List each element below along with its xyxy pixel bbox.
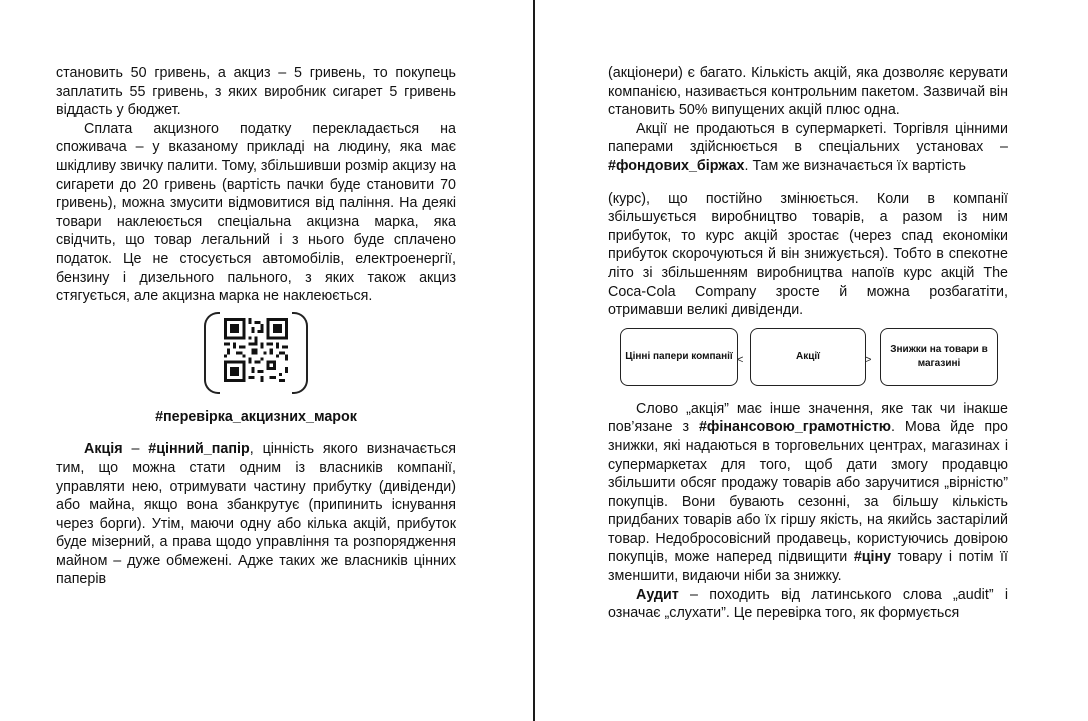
right-page [608, 64, 1008, 623]
paragraph-text: – походить від латинського слова „audit” і означає „слухати”. Це перевірка того, як формується [608, 586, 1008, 622]
hashtag-fondovykh-birzhakh: #фондових_біржах [608, 157, 745, 174]
paragraph-text: товару і потім її зменшити, видаючи ніби за знижку. [608, 549, 1008, 585]
paragraph-text: . Там же визначається їх вартість [744, 157, 966, 174]
left-paragraph-1: становить 50 гривень, а акциз – 5 гривень, то покупець заплатить 55 гривень, з яких виробник сигарет 5 гривень віддасть у бюджет. [56, 65, 456, 119]
paragraph-text: , цінність якого визначається тим, що можна стати одним із власників компанії, управляти нею, отримувати частину прибутку (дивіденди) або майна, якщо вона збанкрутує (припинить існування через борги). Утім, маючи одну або кілька акцій, прибуток буде мізерний, а права щодо управління та розпорядження майном – дуже обмежені. Адже таких же власників цінних паперів [56, 441, 456, 588]
diagram-box-shares: Акції [750, 328, 866, 386]
qr-caption-hashtag: #перевірка_акцизних_марок [155, 408, 357, 425]
paragraph-text: . Мова йде про знижки, які надаються в торговельних центрах, магазинах і супермаркетах для того, щоб дати змогу продавцю збільшити обсяг продажу товарів або заручитися „вірністю” покупців. Вони бувають сезонні, за більшу кількість придбаних товарів або їх гіршу якість, на якийсь застарілий товар. Недобросовісний продавець, користуючись довірою покупців, може наперед підвищити [608, 419, 1008, 566]
left-page [56, 64, 456, 589]
left-paragraph-3 [56, 440, 456, 589]
term-audyt: Аудит [636, 586, 679, 603]
right-paragraph-1: (акціонери) є багато. Кількість акцій, яка дозволяє керувати компанією, називається контрольним пакетом. Зазвичай він становить 50% випущених акцій плюс одна. [608, 65, 1008, 119]
qr-bracket-right [292, 312, 308, 394]
hashtag-cinnyi-papir: #цінний_папір [148, 441, 250, 458]
spacer [608, 176, 1008, 190]
qr-code-frame[interactable] [204, 312, 308, 392]
paragraph-text: Слово „акція” має інше значення, яке так чи інакше пов’язане з [608, 400, 1008, 436]
right-paragraph-2 [608, 120, 1008, 176]
qr-bracket-left [204, 312, 220, 394]
arrow-left-icon: < [737, 353, 744, 366]
right-paragraph-5 [608, 586, 1008, 623]
concept-diagram [620, 328, 998, 390]
left-paragraph-2: Сплата акцизного податку перекладається на споживача – у вказаному прикладі на людину, яка має шкідливу звичку палити. Тому, збільшивши розмір акцизу на сигарети до 20 гривень (вартість пачки буде становити 70 гривень), можна змусити відмовитися від паління. На деякі товари наклеюється спеціальна акцизна марка, яка свідчить, що товар легальний і з нього буде сплачено податок. Це не стосується автомобілів, електроенергії, бензину і дизельного пального, з яких також акциз стягується, але акцизна марка не наклеюється. [56, 120, 456, 305]
right-paragraph-4 [608, 400, 1008, 586]
qr-code-icon [224, 318, 288, 382]
dash: – [122, 441, 149, 458]
diagram-box-discounts: Знижки на товари в магазині [880, 328, 998, 386]
page-divider [533, 0, 535, 721]
diagram-box-securities: Цінні папери компанії [620, 328, 738, 386]
arrow-right-icon: > [865, 353, 872, 366]
hashtag-finansova-hramotnist: #фінансовою_грамотністю [698, 419, 891, 436]
term-akciya: Акція [84, 441, 123, 458]
paragraph-text: Акції не продаються в супермаркеті. Торгівля цінними паперами здійснюється в спеціальних установах – [608, 120, 1008, 156]
hashtag-cinu: #ціну [853, 549, 892, 566]
right-paragraph-3: (курс), що постійно змінюється. Коли в компанії збільшується виробництво товарів, а разом із ним прибуток, то курс акцій зростає (через спад економіки прибуток скорочуються й він знижується). Тобто в спекотне літо зі збільшенням виробництва напоїв курс акцій The Coca-Cola Company зросте й можна розбагатіти, отримавши великі дивіденди. [608, 190, 1008, 319]
